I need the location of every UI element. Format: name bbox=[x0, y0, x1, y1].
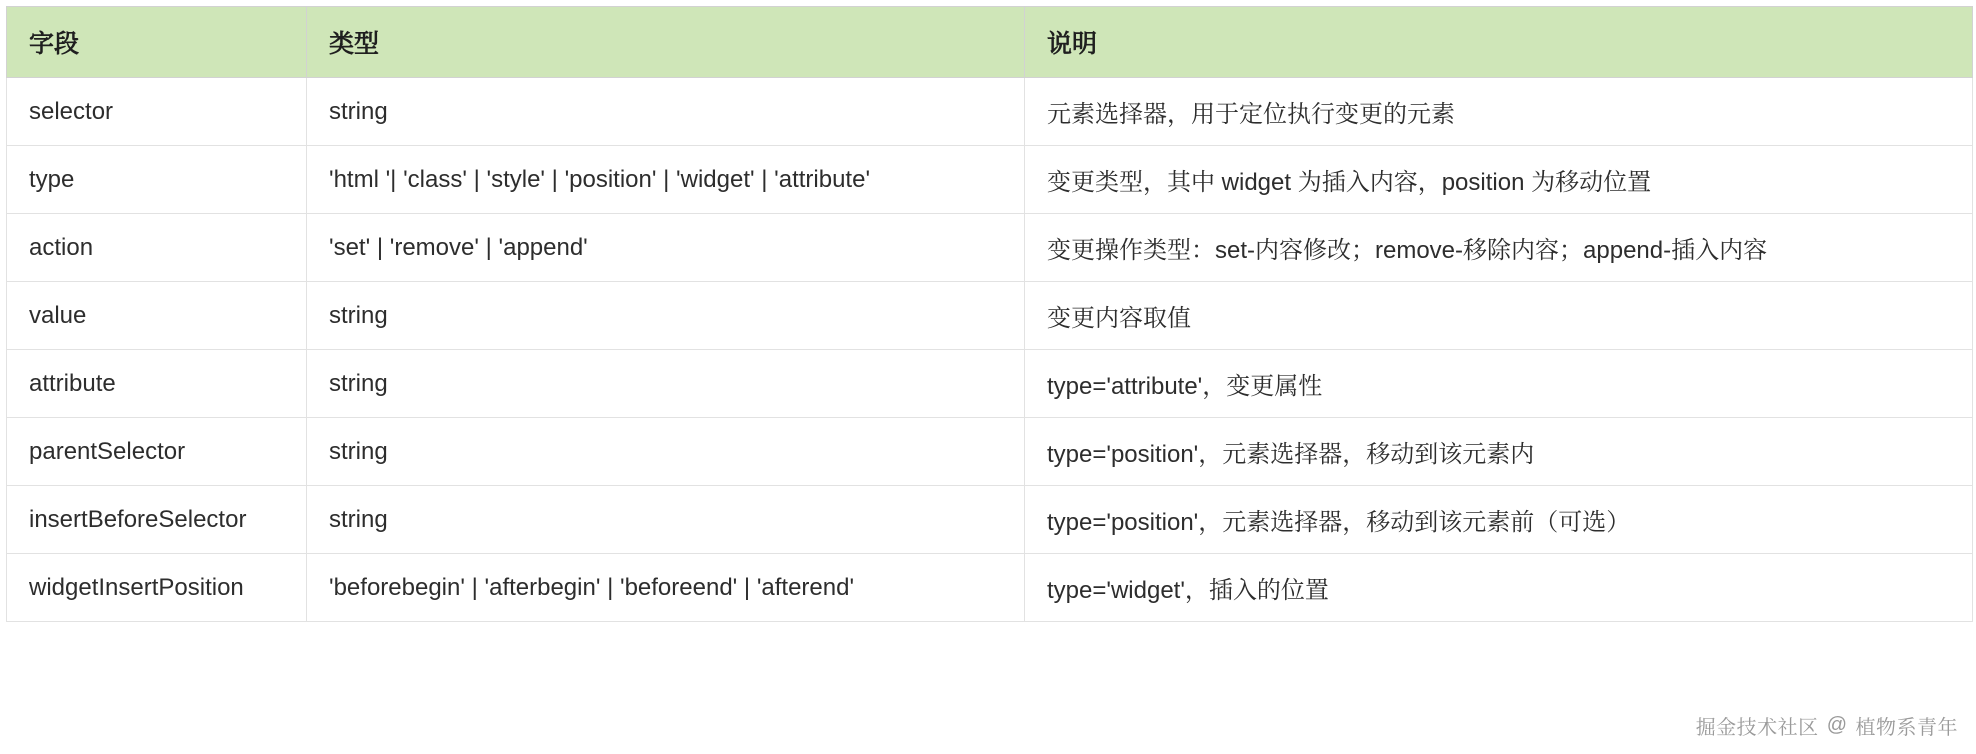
column-header-field: 字段 bbox=[7, 7, 307, 78]
cell-type: string bbox=[307, 78, 1025, 146]
table-body bbox=[7, 78, 1973, 622]
column-header-description: 说明 bbox=[1025, 7, 1973, 78]
cell-field: selector bbox=[7, 78, 307, 146]
cell-type: string bbox=[307, 350, 1025, 418]
table-row bbox=[7, 214, 1973, 282]
cell-field: type bbox=[7, 146, 307, 214]
document-page bbox=[0, 6, 1976, 754]
table-row bbox=[7, 146, 1973, 214]
cell-description: 元素选择器，用于定位执行变更的元素 bbox=[1025, 78, 1973, 146]
table-row bbox=[7, 350, 1973, 418]
cell-description: 变更内容取值 bbox=[1025, 282, 1973, 350]
cell-description: 变更操作类型：set-内容修改；remove-移除内容；append-插入内容 bbox=[1025, 214, 1973, 282]
watermark-separator: @ bbox=[1826, 714, 1848, 736]
cell-description: 变更类型，其中 widget 为插入内容，position 为移动位置 bbox=[1025, 146, 1973, 214]
cell-field: widgetInsertPosition bbox=[7, 554, 307, 622]
cell-description: type='widget'，插入的位置 bbox=[1025, 554, 1973, 622]
cell-type: string bbox=[307, 418, 1025, 486]
table-header-row bbox=[7, 7, 1973, 78]
cell-field: attribute bbox=[7, 350, 307, 418]
table-header bbox=[7, 7, 1973, 78]
watermark bbox=[1696, 711, 1958, 740]
cell-type: 'html '| 'class' | 'style' | 'position' | 'widget' | 'attribute' bbox=[307, 146, 1025, 214]
watermark-site: 掘金技术社区 bbox=[1695, 717, 1819, 739]
table-row bbox=[7, 486, 1973, 554]
cell-type: 'set' | 'remove' | 'append' bbox=[307, 214, 1025, 282]
field-spec-table bbox=[6, 6, 1973, 622]
table-row bbox=[7, 554, 1973, 622]
table-row bbox=[7, 78, 1973, 146]
cell-description: type='position'，元素选择器，移动到该元素内 bbox=[1025, 418, 1973, 486]
cell-field: insertBeforeSelector bbox=[7, 486, 307, 554]
cell-type: 'beforebegin' | 'afterbegin' | 'beforeend' | 'afterend' bbox=[307, 554, 1025, 622]
watermark-author: 植物系青年 bbox=[1855, 717, 1958, 739]
cell-field: parentSelector bbox=[7, 418, 307, 486]
cell-type: string bbox=[307, 282, 1025, 350]
cell-field: action bbox=[7, 214, 307, 282]
cell-field: value bbox=[7, 282, 307, 350]
cell-description: type='position'，元素选择器，移动到该元素前（可选） bbox=[1025, 486, 1973, 554]
table-row bbox=[7, 282, 1973, 350]
cell-description: type='attribute'，变更属性 bbox=[1025, 350, 1973, 418]
table-row bbox=[7, 418, 1973, 486]
column-header-type: 类型 bbox=[307, 7, 1025, 78]
cell-type: string bbox=[307, 486, 1025, 554]
